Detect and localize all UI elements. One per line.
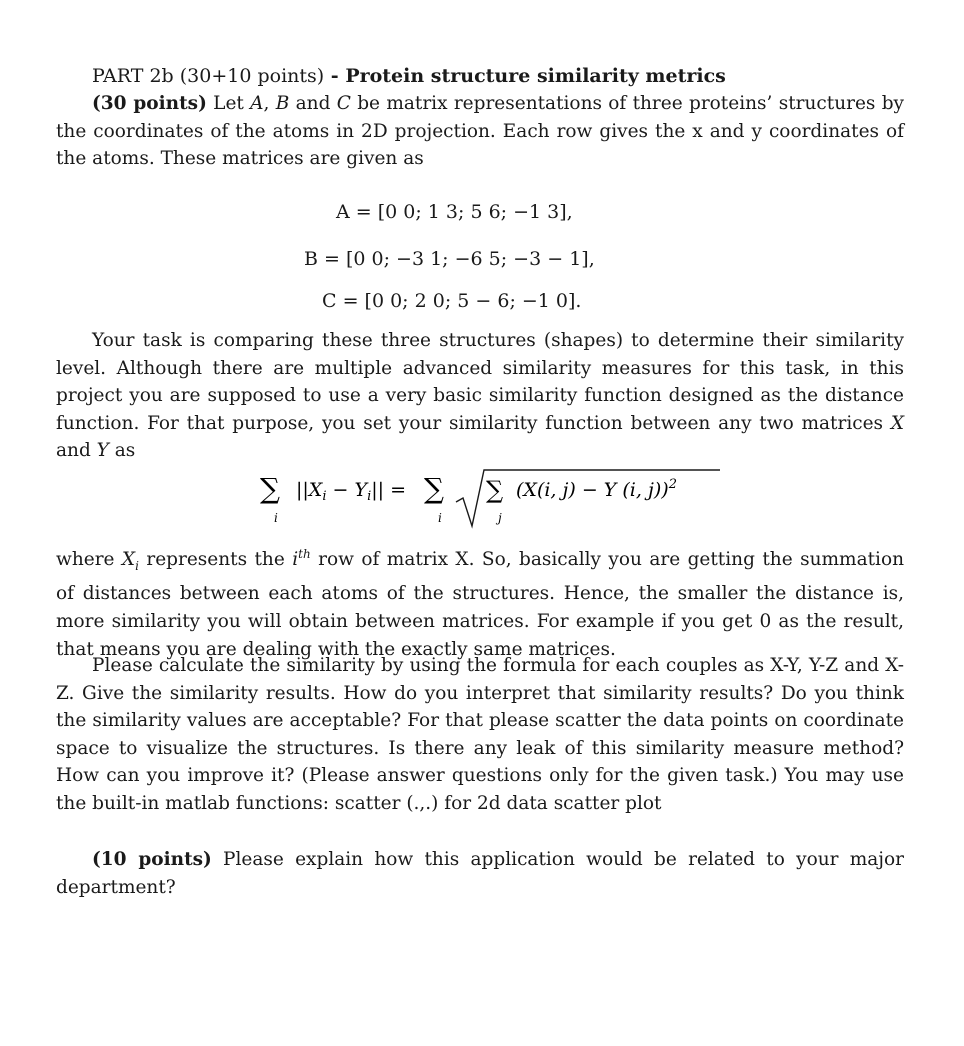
similarity-formula bbox=[260, 466, 720, 532]
equation-B: B = [0 0; −3 1; −6 5; −3 − 1], bbox=[304, 248, 595, 270]
sum-symbol-1: ∑ bbox=[260, 472, 280, 505]
bonus-paragraph bbox=[56, 846, 904, 901]
var-X: X bbox=[890, 412, 904, 434]
sum-symbol-2: ∑ bbox=[424, 472, 444, 505]
calc-paragraph: Please calculate the similarity by using the formula for each couples as X-Y, Y-Z and X-Z. Give the similarity results. How do you interpret that similarity results? Do you think the similarity values are acceptable? For that please scatter the data points on coordinate space to visualize the structures. Is there any leak of this similarity measure method? How can you improve it? (Please answer questions only for the given task.) You may use the built-in matlab functions: scatter (.,.) for 2d data scatter plot bbox=[56, 655, 904, 814]
where-sub: i bbox=[135, 558, 139, 573]
task-as: as bbox=[108, 440, 136, 462]
heading-separator: - bbox=[324, 65, 346, 87]
heading-title: Protein structure similarity metrics bbox=[345, 65, 726, 87]
intro-points: (30 points) bbox=[92, 93, 207, 114]
lhs-sub2: i bbox=[367, 489, 372, 504]
var-A: A bbox=[250, 93, 264, 114]
task-text: Your task is comparing these three structures (shapes) to determine their similarity level. Although there are multiple advanced similarity measures for this task, in this project you are supposed to use a very basic similarity function designed as the distance function. For that purpose, you set your similarity function between any two matrices bbox=[56, 330, 904, 434]
var-C: C bbox=[336, 93, 351, 114]
task-paragraph bbox=[56, 327, 904, 465]
formula-rhs bbox=[516, 477, 677, 501]
lhs-norm: ||X bbox=[296, 479, 323, 501]
task-and: and bbox=[56, 440, 97, 462]
part-label: PART 2b (30+10 points) bbox=[92, 65, 325, 87]
lhs-minus: − Y bbox=[326, 479, 368, 501]
intro-and: and bbox=[289, 93, 337, 114]
part-heading bbox=[92, 62, 726, 90]
intro-comma: , bbox=[263, 93, 276, 114]
where-th: th bbox=[298, 547, 311, 561]
formula-lhs bbox=[296, 479, 406, 504]
equation-A: A = [0 0; 1 3; 5 6; −1 3], bbox=[336, 201, 573, 223]
sum-symbol-3: ∑ bbox=[486, 476, 504, 504]
bonus-text: Please explain how this application would be related to your major department? bbox=[56, 849, 905, 898]
rhs-body: (X(i, j) − Y (i, j)) bbox=[516, 479, 669, 501]
equation-C: C = [0 0; 2 0; 5 − 6; −1 0]. bbox=[322, 290, 582, 312]
where-text3: row of matrix X. So, basically you are getting the summation of distances between each atoms of the structures. Hence, the smaller the distance is, more similarity you will obtain between matrices. For example if you get 0 as the result, that means you are dealing with the exactly same matrices. bbox=[56, 549, 904, 660]
where-text2: represents the bbox=[138, 549, 293, 571]
sum-index-2: i bbox=[438, 511, 442, 525]
lhs-sub: i bbox=[322, 489, 327, 504]
intro-text-rest: be matrix representations of three proteins’ structures by the coordinates of the atoms in 2D projection. Each row gives the x and y coordinates of the atoms. These matrices are given as bbox=[56, 93, 904, 170]
intro-paragraph bbox=[56, 90, 904, 173]
where-paragraph bbox=[56, 541, 904, 663]
formula-graphic bbox=[260, 466, 720, 532]
where-text1: where bbox=[56, 549, 122, 571]
lhs-end: || = bbox=[371, 479, 406, 501]
sum-index-3: j bbox=[498, 511, 502, 525]
intro-text: Let bbox=[206, 93, 251, 114]
rhs-exponent: 2 bbox=[668, 477, 677, 492]
bonus-points: (10 points) bbox=[92, 849, 212, 870]
where-i: i bbox=[292, 549, 299, 571]
sum-index-1: i bbox=[274, 511, 278, 525]
var-Y: Y bbox=[96, 440, 109, 462]
where-X: X bbox=[121, 549, 136, 571]
var-B: B bbox=[275, 93, 290, 114]
